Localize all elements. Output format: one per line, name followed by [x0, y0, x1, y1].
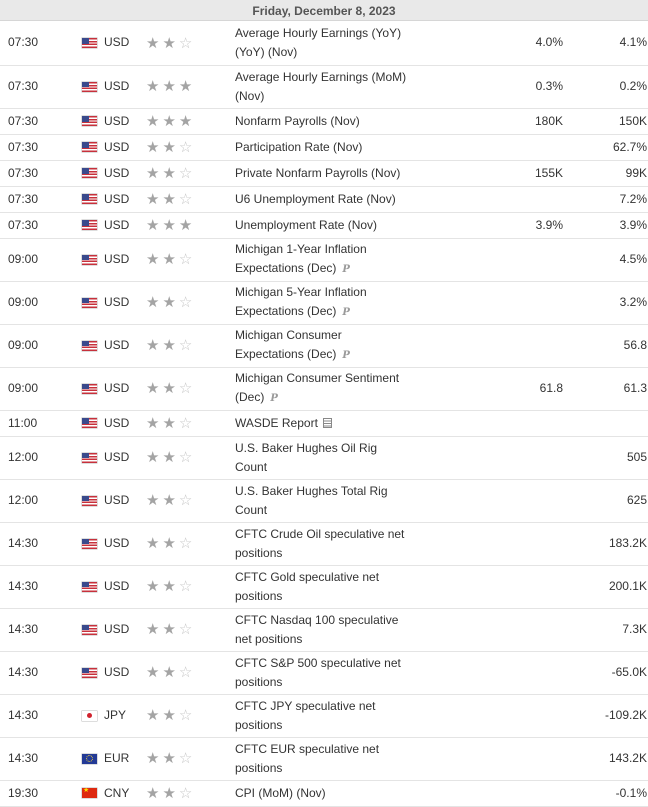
- previous-value: 99K: [587, 160, 647, 186]
- event-name[interactable]: [234, 565, 503, 608]
- actual-value: [503, 238, 563, 281]
- actual-value: 0.3%: [503, 65, 563, 108]
- event-time: 07:30: [0, 134, 82, 160]
- event-row[interactable]: [0, 160, 648, 186]
- star-filled-icon: ★: [146, 337, 160, 355]
- event-name[interactable]: [234, 479, 503, 522]
- event-name-line: positions: [235, 545, 283, 560]
- importance-stars: [146, 281, 234, 324]
- event-name[interactable]: [234, 65, 503, 108]
- us-flag-icon: [82, 496, 97, 506]
- star-filled-icon: ★: [162, 251, 176, 269]
- importance-stars: [146, 65, 234, 108]
- currency-code: USD: [104, 134, 146, 160]
- event-row[interactable]: [0, 479, 648, 522]
- event-name-line: positions: [235, 760, 283, 775]
- report-icon[interactable]: [323, 418, 332, 428]
- event-name[interactable]: [234, 694, 503, 737]
- event-row[interactable]: [0, 238, 648, 281]
- event-time: 09:00: [0, 367, 82, 410]
- forecast-value: [563, 281, 587, 324]
- event-name-line: Expectations (Dec): [235, 304, 337, 318]
- preliminary-badge: P: [342, 350, 350, 361]
- forecast-value: [563, 522, 587, 565]
- importance-stars: [146, 436, 234, 479]
- event-time: 07:30: [0, 65, 82, 108]
- actual-value: [503, 410, 563, 436]
- event-name[interactable]: [234, 436, 503, 479]
- event-name-line: Private Nonfarm Payrolls (Nov): [235, 165, 401, 180]
- event-time: 07:30: [0, 212, 82, 238]
- importance-stars: [146, 479, 234, 522]
- star-filled-icon: ★: [162, 337, 176, 355]
- importance-stars: [146, 522, 234, 565]
- event-name-line: Average Hourly Earnings (MoM): [235, 69, 407, 84]
- event-time: 07:30: [0, 186, 82, 212]
- previous-value: [587, 410, 647, 436]
- event-time: 07:30: [0, 21, 82, 65]
- forecast-value: [563, 324, 587, 367]
- star-filled-icon: ★: [162, 578, 176, 596]
- forecast-value: [563, 21, 587, 65]
- star-filled-icon: ★: [162, 294, 176, 312]
- actual-value: 3.9%: [503, 212, 563, 238]
- event-time: 14:30: [0, 651, 82, 694]
- star-filled-icon: ★: [162, 138, 176, 156]
- star-filled-icon: ★: [178, 216, 193, 234]
- event-name[interactable]: [234, 281, 503, 324]
- event-name[interactable]: [234, 238, 503, 281]
- event-name-line: Count: [235, 459, 268, 474]
- actual-value: [503, 522, 563, 565]
- importance-stars: [146, 651, 234, 694]
- event-row[interactable]: [0, 212, 648, 238]
- previous-value: 7.3K: [587, 608, 647, 651]
- importance-stars: [146, 212, 234, 238]
- event-name[interactable]: [234, 651, 503, 694]
- us-flag-icon: [82, 582, 97, 592]
- currency-code: USD: [104, 108, 146, 134]
- event-time: 14:30: [0, 522, 82, 565]
- event-name-line: Expectations (Dec): [235, 261, 337, 275]
- currency-code: USD: [104, 651, 146, 694]
- forecast-value: [563, 436, 587, 479]
- currency-code: USD: [104, 160, 146, 186]
- previous-value: -0.1%: [587, 780, 647, 806]
- us-flag-icon: [82, 384, 97, 394]
- event-name[interactable]: [234, 522, 503, 565]
- actual-value: 180K: [503, 108, 563, 134]
- event-row[interactable]: [0, 608, 648, 651]
- event-row[interactable]: [0, 186, 648, 212]
- importance-stars: [146, 21, 234, 65]
- currency-code: USD: [104, 21, 146, 65]
- star-filled-icon: ★: [162, 190, 176, 208]
- us-flag-icon: [82, 168, 97, 178]
- star-filled-icon: ★: [178, 78, 193, 96]
- forecast-value: [563, 367, 587, 410]
- actual-value: [503, 565, 563, 608]
- event-name-line: CFTC S&P 500 speculative net: [235, 655, 401, 670]
- currency-code: USD: [104, 186, 146, 212]
- event-name-line: Michigan Consumer Sentiment: [235, 371, 400, 385]
- currency-code: USD: [104, 608, 146, 651]
- actual-value: [503, 186, 563, 212]
- forecast-value: [563, 134, 587, 160]
- currency-code: USD: [104, 410, 146, 436]
- star-empty-icon: ☆: [178, 750, 193, 768]
- previous-value: 3.9%: [587, 212, 647, 238]
- forecast-value: [563, 65, 587, 108]
- event-row[interactable]: [0, 324, 648, 367]
- star-filled-icon: ★: [162, 112, 176, 130]
- previous-value: 61.3: [587, 367, 647, 410]
- actual-value: [503, 694, 563, 737]
- star-filled-icon: ★: [146, 449, 160, 467]
- importance-stars: [146, 410, 234, 436]
- us-flag-icon: [82, 220, 97, 230]
- event-name-line: U6 Unemployment Rate (Nov): [235, 191, 396, 206]
- currency-code: USD: [104, 436, 146, 479]
- currency-code: EUR: [104, 737, 146, 780]
- star-empty-icon: ☆: [178, 34, 193, 52]
- previous-value: 143.2K: [587, 737, 647, 780]
- preliminary-badge: P: [342, 264, 350, 275]
- forecast-value: [563, 565, 587, 608]
- event-name-line: CFTC Gold speculative net: [235, 569, 380, 584]
- event-name[interactable]: [234, 212, 503, 238]
- importance-stars: [146, 367, 234, 410]
- importance-stars: [146, 694, 234, 737]
- currency-code: USD: [104, 324, 146, 367]
- event-time: 09:00: [0, 324, 82, 367]
- event-row[interactable]: [0, 108, 648, 134]
- currency-code: USD: [104, 565, 146, 608]
- currency-code: USD: [104, 238, 146, 281]
- event-name[interactable]: [234, 21, 503, 65]
- event-row[interactable]: [0, 436, 648, 479]
- event-name-line: positions: [235, 588, 283, 603]
- star-filled-icon: ★: [146, 216, 160, 234]
- forecast-value: [563, 160, 587, 186]
- us-flag-icon: [82, 38, 97, 48]
- event-name-line: Expectations (Dec): [235, 347, 337, 361]
- us-flag-icon: [82, 194, 97, 204]
- economic-calendar-table: [0, 21, 648, 807]
- currency-code: USD: [104, 367, 146, 410]
- actual-value: 155K: [503, 160, 563, 186]
- star-empty-icon: ☆: [178, 190, 193, 208]
- star-filled-icon: ★: [146, 664, 160, 682]
- star-filled-icon: ★: [162, 380, 176, 398]
- previous-value: 183.2K: [587, 522, 647, 565]
- us-flag-icon: [82, 668, 97, 678]
- previous-value: -65.0K: [587, 651, 647, 694]
- star-empty-icon: ☆: [178, 449, 193, 467]
- event-name-line: Unemployment Rate (Nov): [235, 217, 378, 232]
- star-filled-icon: ★: [146, 112, 160, 130]
- event-name-line: WASDE Report: [235, 415, 318, 430]
- importance-stars: [146, 108, 234, 134]
- event-row[interactable]: [0, 367, 648, 410]
- actual-value: 61.8: [503, 367, 563, 410]
- event-name-line: U.S. Baker Hughes Total Rig: [235, 483, 388, 498]
- importance-stars: [146, 160, 234, 186]
- event-row[interactable]: [0, 737, 648, 780]
- event-time: 11:00: [0, 410, 82, 436]
- event-name-line: Participation Rate (Nov): [235, 139, 363, 154]
- event-time: 14:30: [0, 737, 82, 780]
- cn-flag-icon: [82, 788, 97, 798]
- event-name-line: CFTC Crude Oil speculative net: [235, 526, 405, 541]
- currency-code: USD: [104, 281, 146, 324]
- previous-value: 56.8: [587, 324, 647, 367]
- us-flag-icon: [82, 142, 97, 152]
- event-name-line: positions: [235, 717, 283, 732]
- star-filled-icon: ★: [146, 138, 160, 156]
- star-filled-icon: ★: [162, 34, 176, 52]
- star-filled-icon: ★: [162, 664, 176, 682]
- importance-stars: [146, 324, 234, 367]
- event-name-line: CFTC JPY speculative net: [235, 698, 376, 713]
- event-row[interactable]: [0, 780, 648, 806]
- event-name-line: CFTC Nasdaq 100 speculative: [235, 612, 399, 627]
- currency-code: JPY: [104, 694, 146, 737]
- importance-stars: [146, 134, 234, 160]
- us-flag-icon: [82, 116, 97, 126]
- star-empty-icon: ☆: [178, 294, 193, 312]
- previous-value: 4.1%: [587, 21, 647, 65]
- event-time: 19:30: [0, 780, 82, 806]
- event-name[interactable]: [234, 410, 503, 436]
- event-row[interactable]: [0, 21, 648, 65]
- forecast-value: [563, 108, 587, 134]
- preliminary-badge: P: [342, 307, 350, 318]
- star-empty-icon: ☆: [178, 535, 193, 553]
- star-filled-icon: ★: [162, 164, 176, 182]
- event-name[interactable]: [234, 186, 503, 212]
- importance-stars: [146, 186, 234, 212]
- us-flag-icon: [82, 539, 97, 549]
- event-name-line: net positions: [235, 631, 303, 646]
- star-filled-icon: ★: [146, 784, 160, 802]
- star-empty-icon: ☆: [178, 784, 193, 802]
- actual-value: [503, 134, 563, 160]
- star-filled-icon: ★: [146, 251, 160, 269]
- star-filled-icon: ★: [162, 621, 176, 639]
- previous-value: 7.2%: [587, 186, 647, 212]
- star-empty-icon: ☆: [178, 492, 193, 510]
- us-flag-icon: [82, 418, 97, 428]
- previous-value: 62.7%: [587, 134, 647, 160]
- actual-value: [503, 608, 563, 651]
- actual-value: [503, 737, 563, 780]
- preliminary-badge: P: [270, 393, 278, 404]
- event-name-line: Count: [235, 502, 268, 517]
- date-header-text: Friday, December 8, 2023: [252, 4, 396, 18]
- currency-code: USD: [104, 479, 146, 522]
- event-row[interactable]: [0, 651, 648, 694]
- star-empty-icon: ☆: [178, 164, 193, 182]
- event-name[interactable]: [234, 108, 503, 134]
- previous-value: 0.2%: [587, 65, 647, 108]
- currency-code: USD: [104, 212, 146, 238]
- actual-value: [503, 780, 563, 806]
- previous-value: 200.1K: [587, 565, 647, 608]
- forecast-value: [563, 186, 587, 212]
- star-filled-icon: ★: [162, 449, 176, 467]
- event-time: 12:00: [0, 436, 82, 479]
- actual-value: 4.0%: [503, 21, 563, 65]
- forecast-value: [563, 608, 587, 651]
- event-time: 09:00: [0, 281, 82, 324]
- star-filled-icon: ★: [146, 34, 160, 52]
- star-filled-icon: ★: [162, 750, 176, 768]
- event-name-line: Michigan Consumer: [235, 328, 342, 342]
- event-name-line: positions: [235, 674, 283, 689]
- previous-value: 3.2%: [587, 281, 647, 324]
- event-name[interactable]: [234, 134, 503, 160]
- event-name[interactable]: [234, 780, 503, 806]
- event-row[interactable]: [0, 281, 648, 324]
- currency-code: USD: [104, 65, 146, 108]
- event-name-line: Michigan 5-Year Inflation: [235, 285, 367, 299]
- event-time: 14:30: [0, 694, 82, 737]
- star-filled-icon: ★: [162, 707, 176, 725]
- star-filled-icon: ★: [146, 578, 160, 596]
- star-filled-icon: ★: [162, 78, 176, 96]
- event-time: 09:00: [0, 238, 82, 281]
- star-empty-icon: ☆: [178, 138, 193, 156]
- star-filled-icon: ★: [146, 78, 160, 96]
- us-flag-icon: [82, 255, 97, 265]
- event-name-line: Average Hourly Earnings (YoY): [235, 25, 402, 40]
- event-name[interactable]: [234, 608, 503, 651]
- forecast-value: [563, 238, 587, 281]
- forecast-value: [563, 737, 587, 780]
- event-time: 07:30: [0, 160, 82, 186]
- star-filled-icon: ★: [162, 492, 176, 510]
- importance-stars: [146, 238, 234, 281]
- date-header: [0, 0, 648, 21]
- star-filled-icon: ★: [162, 535, 176, 553]
- event-row[interactable]: [0, 694, 648, 737]
- us-flag-icon: [82, 341, 97, 351]
- event-row[interactable]: [0, 565, 648, 608]
- event-name-line: Nonfarm Payrolls (Nov): [235, 113, 360, 128]
- star-filled-icon: ★: [146, 414, 160, 432]
- event-time: 07:30: [0, 108, 82, 134]
- actual-value: [503, 281, 563, 324]
- event-name[interactable]: [234, 367, 503, 410]
- star-empty-icon: ☆: [178, 337, 193, 355]
- us-flag-icon: [82, 298, 97, 308]
- importance-stars: [146, 780, 234, 806]
- previous-value: 625: [587, 479, 647, 522]
- importance-stars: [146, 565, 234, 608]
- star-filled-icon: ★: [146, 621, 160, 639]
- star-filled-icon: ★: [162, 216, 176, 234]
- currency-code: CNY: [104, 780, 146, 806]
- importance-stars: [146, 737, 234, 780]
- us-flag-icon: [82, 453, 97, 463]
- jp-flag-icon: [82, 711, 97, 721]
- event-name[interactable]: [234, 160, 503, 186]
- forecast-value: [563, 479, 587, 522]
- star-filled-icon: ★: [146, 492, 160, 510]
- event-time: 12:00: [0, 479, 82, 522]
- star-empty-icon: ☆: [178, 664, 193, 682]
- event-row[interactable]: [0, 522, 648, 565]
- star-filled-icon: ★: [146, 707, 160, 725]
- event-name-line: (Dec): [235, 390, 265, 404]
- event-row[interactable]: [0, 410, 648, 436]
- event-name-line: (YoY) (Nov): [235, 44, 298, 59]
- event-row[interactable]: [0, 134, 648, 160]
- event-row[interactable]: [0, 65, 648, 108]
- previous-value: -109.2K: [587, 694, 647, 737]
- star-empty-icon: ☆: [178, 578, 193, 596]
- previous-value: 150K: [587, 108, 647, 134]
- forecast-value: [563, 651, 587, 694]
- actual-value: [503, 436, 563, 479]
- currency-code: USD: [104, 522, 146, 565]
- star-empty-icon: ☆: [178, 707, 193, 725]
- star-filled-icon: ★: [146, 190, 160, 208]
- star-filled-icon: ★: [146, 380, 160, 398]
- event-time: 14:30: [0, 565, 82, 608]
- forecast-value: [563, 410, 587, 436]
- star-empty-icon: ☆: [178, 414, 193, 432]
- event-name-line: U.S. Baker Hughes Oil Rig: [235, 440, 378, 455]
- us-flag-icon: [82, 82, 97, 92]
- star-filled-icon: ★: [146, 294, 160, 312]
- previous-value: 4.5%: [587, 238, 647, 281]
- us-flag-icon: [82, 625, 97, 635]
- star-empty-icon: ☆: [178, 380, 193, 398]
- importance-stars: [146, 608, 234, 651]
- event-name-line: CPI (MoM) (Nov): [235, 785, 326, 800]
- forecast-value: [563, 694, 587, 737]
- actual-value: [503, 479, 563, 522]
- eu-flag-icon: [82, 754, 97, 764]
- event-name[interactable]: [234, 737, 503, 780]
- forecast-value: [563, 212, 587, 238]
- star-filled-icon: ★: [146, 164, 160, 182]
- event-name[interactable]: [234, 324, 503, 367]
- star-filled-icon: ★: [162, 414, 176, 432]
- event-name-line: CFTC EUR speculative net: [235, 741, 380, 756]
- star-filled-icon: ★: [178, 112, 193, 130]
- star-filled-icon: ★: [162, 784, 176, 802]
- star-filled-icon: ★: [146, 750, 160, 768]
- star-empty-icon: ☆: [178, 251, 193, 269]
- previous-value: 505: [587, 436, 647, 479]
- actual-value: [503, 651, 563, 694]
- event-name-line: (Nov): [235, 88, 265, 103]
- actual-value: [503, 324, 563, 367]
- star-filled-icon: ★: [146, 535, 160, 553]
- forecast-value: [563, 780, 587, 806]
- event-time: 14:30: [0, 608, 82, 651]
- event-name-line: Michigan 1-Year Inflation: [235, 242, 367, 256]
- star-empty-icon: ☆: [178, 621, 193, 639]
